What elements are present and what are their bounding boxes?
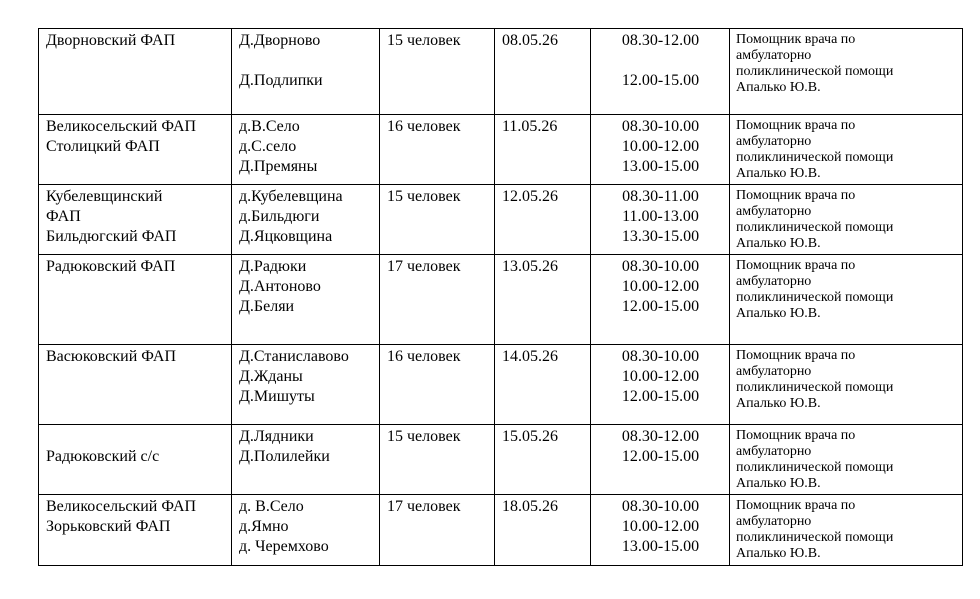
responsible-line: Помощник врача по xyxy=(736,118,856,133)
responsible-line: Помощник врача по xyxy=(736,348,856,363)
villages-cell xyxy=(232,425,380,495)
responsible-line: Апалько Ю.В. xyxy=(736,546,821,561)
responsible-line: амбулаторно xyxy=(736,274,812,289)
time-slot: 13.00-15.00 xyxy=(621,158,700,175)
responsible-line: Помощник врача по xyxy=(736,188,856,203)
responsible-line: поликлинической помощи xyxy=(736,290,894,305)
villages-cell xyxy=(232,185,380,255)
time-slot: 08.30-10.00 xyxy=(621,348,700,365)
table-row xyxy=(39,345,963,425)
count-cell xyxy=(380,345,495,425)
time-slot xyxy=(598,51,723,71)
time-slot: 13.30-15.00 xyxy=(621,228,700,245)
fap-name: Дворновский ФАП xyxy=(46,32,176,49)
village-name: Д.Станиславово xyxy=(239,348,349,365)
fap-name: Зорьковский ФАП xyxy=(46,518,171,535)
table-row xyxy=(39,185,963,255)
date-cell xyxy=(495,185,591,255)
time-slot: 08.30-10.00 xyxy=(621,118,700,135)
village-name: Д.Лядники xyxy=(239,428,314,445)
visit-date: 14.05.26 xyxy=(502,348,558,365)
date-cell xyxy=(495,29,591,115)
time-slot: 12.00-15.00 xyxy=(621,388,700,405)
table-row xyxy=(39,495,963,566)
time-cell xyxy=(591,255,730,345)
people-count: 17 человек xyxy=(387,498,461,515)
date-cell xyxy=(495,345,591,425)
responsible-line: Апалько Ю.В. xyxy=(736,396,821,411)
village-name: д. Черемхово xyxy=(239,538,329,555)
time-slot: 11.00-13.00 xyxy=(622,208,699,225)
responsible-line: Апалько Ю.В. xyxy=(736,306,821,321)
fap-cell xyxy=(39,255,232,345)
villages-cell xyxy=(232,29,380,115)
village-name: д.Ямно xyxy=(239,518,289,535)
village-name: Д.Премяны xyxy=(239,158,318,175)
fap-name: Васюковский ФАП xyxy=(46,348,176,365)
fap-name: Бильдюгский ФАП xyxy=(46,228,177,245)
fap-name: Радюковский ФАП xyxy=(46,258,176,275)
responsible-line: поликлинической помощи xyxy=(736,380,894,395)
count-cell xyxy=(380,185,495,255)
date-cell xyxy=(495,115,591,185)
time-slot: 08.30-12.00 xyxy=(621,428,700,445)
visit-date: 08.05.26 xyxy=(502,32,558,49)
responsible-line: поликлинической помощи xyxy=(736,150,894,165)
table-row xyxy=(39,29,963,115)
time-cell xyxy=(591,495,730,566)
responsible-line: Апалько Ю.В. xyxy=(736,80,821,95)
count-cell xyxy=(380,495,495,566)
responsible-line: Помощник врача по xyxy=(736,32,856,47)
village-name: Д.Мишуты xyxy=(239,388,315,405)
responsible-line: амбулаторно xyxy=(736,48,812,63)
time-slot: 08.30-11.00 xyxy=(622,188,699,205)
village-name: д.Кубелевщина xyxy=(239,188,343,205)
people-count: 17 человек xyxy=(387,258,461,275)
village-name: д. В.Село xyxy=(239,498,304,515)
table-row xyxy=(39,425,963,495)
time-slot: 12.00-15.00 xyxy=(621,448,700,465)
visit-date: 13.05.26 xyxy=(502,258,558,275)
visit-date: 11.05.26 xyxy=(502,118,558,135)
count-cell xyxy=(380,29,495,115)
fap-name: Кубелевщинский xyxy=(46,188,163,205)
people-count: 15 человек xyxy=(387,188,461,205)
responsible-cell xyxy=(730,345,963,425)
time-slot: 10.00-12.00 xyxy=(621,368,700,385)
people-count: 16 человек xyxy=(387,118,461,135)
table-row xyxy=(39,255,963,345)
fap-name: Великосельский ФАП xyxy=(46,118,197,135)
responsible-line: поликлинической помощи xyxy=(736,64,894,79)
village-name: Д.Радюки xyxy=(239,258,307,275)
time-cell xyxy=(591,425,730,495)
responsible-line: Апалько Ю.В. xyxy=(736,236,821,251)
responsible-line: Помощник врача по xyxy=(736,498,856,513)
date-cell xyxy=(495,255,591,345)
time-slot: 10.00-12.00 xyxy=(621,278,700,295)
time-slot: 08.30-10.00 xyxy=(621,498,700,515)
responsible-line: амбулаторно xyxy=(736,204,812,219)
responsible-line: поликлинической помощи xyxy=(736,460,894,475)
time-cell xyxy=(591,345,730,425)
responsible-cell xyxy=(730,425,963,495)
schedule-table xyxy=(38,28,963,566)
village-name: Д.Жданы xyxy=(239,368,303,385)
count-cell xyxy=(380,115,495,185)
responsible-cell xyxy=(730,255,963,345)
village-name xyxy=(239,51,373,71)
village-name: д.С.село xyxy=(239,138,297,155)
fap-name xyxy=(46,427,225,447)
responsible-line: поликлинической помощи xyxy=(736,530,894,545)
responsible-line: поликлинической помощи xyxy=(736,220,894,235)
date-cell xyxy=(495,425,591,495)
visit-date: 18.05.26 xyxy=(502,498,558,515)
time-slot: 13.00-15.00 xyxy=(621,538,700,555)
people-count: 15 человек xyxy=(387,428,461,445)
villages-cell xyxy=(232,495,380,566)
visit-date: 12.05.26 xyxy=(502,188,558,205)
fap-cell xyxy=(39,495,232,566)
time-slot: 12.00-15.00 xyxy=(621,298,700,315)
time-slot: 08.30-10.00 xyxy=(621,258,700,275)
villages-cell xyxy=(232,345,380,425)
time-cell xyxy=(591,185,730,255)
fap-cell xyxy=(39,185,232,255)
time-cell xyxy=(591,115,730,185)
village-name: Д.Яцковщина xyxy=(239,228,333,245)
village-name: Д.Антоново xyxy=(239,278,321,295)
fap-name: Великосельский ФАП xyxy=(46,498,197,515)
responsible-line: амбулаторно xyxy=(736,444,812,459)
fap-name: ФАП xyxy=(46,208,81,225)
responsible-line: Апалько Ю.В. xyxy=(736,476,821,491)
responsible-line: Помощник врача по xyxy=(736,428,856,443)
responsible-line: амбулаторно xyxy=(736,514,812,529)
time-cell xyxy=(591,29,730,115)
responsible-cell xyxy=(730,495,963,566)
time-slot: 10.00-12.00 xyxy=(621,518,700,535)
responsible-cell xyxy=(730,115,963,185)
count-cell xyxy=(380,255,495,345)
village-name: Д.Подлипки xyxy=(239,72,323,89)
village-name: д.Бильдюги xyxy=(239,208,320,225)
fap-cell xyxy=(39,29,232,115)
time-slot: 10.00-12.00 xyxy=(621,138,700,155)
people-count: 15 человек xyxy=(387,32,461,49)
fap-cell xyxy=(39,115,232,185)
village-name: Д.Дворново xyxy=(239,32,321,49)
fap-cell xyxy=(39,345,232,425)
village-name: Д.Беляи xyxy=(239,298,295,315)
count-cell xyxy=(380,425,495,495)
responsible-line: амбулаторно xyxy=(736,134,812,149)
table-row xyxy=(39,115,963,185)
time-slot: 08.30-12.00 xyxy=(621,32,700,49)
responsible-line: Апалько Ю.В. xyxy=(736,166,821,181)
responsible-cell xyxy=(730,29,963,115)
time-slot: 12.00-15.00 xyxy=(621,72,700,89)
people-count: 16 человек xyxy=(387,348,461,365)
village-name: Д.Полилейки xyxy=(239,448,330,465)
responsible-line: амбулаторно xyxy=(736,364,812,379)
fap-name: Радюковский с/с xyxy=(46,448,160,465)
village-name: д.В.Село xyxy=(239,118,300,135)
fap-cell xyxy=(39,425,232,495)
responsible-cell xyxy=(730,185,963,255)
visit-date: 15.05.26 xyxy=(502,428,558,445)
fap-name: Столицкий ФАП xyxy=(46,138,160,155)
villages-cell xyxy=(232,115,380,185)
villages-cell xyxy=(232,255,380,345)
schedule-body xyxy=(39,29,963,566)
date-cell xyxy=(495,495,591,566)
responsible-line: Помощник врача по xyxy=(736,258,856,273)
